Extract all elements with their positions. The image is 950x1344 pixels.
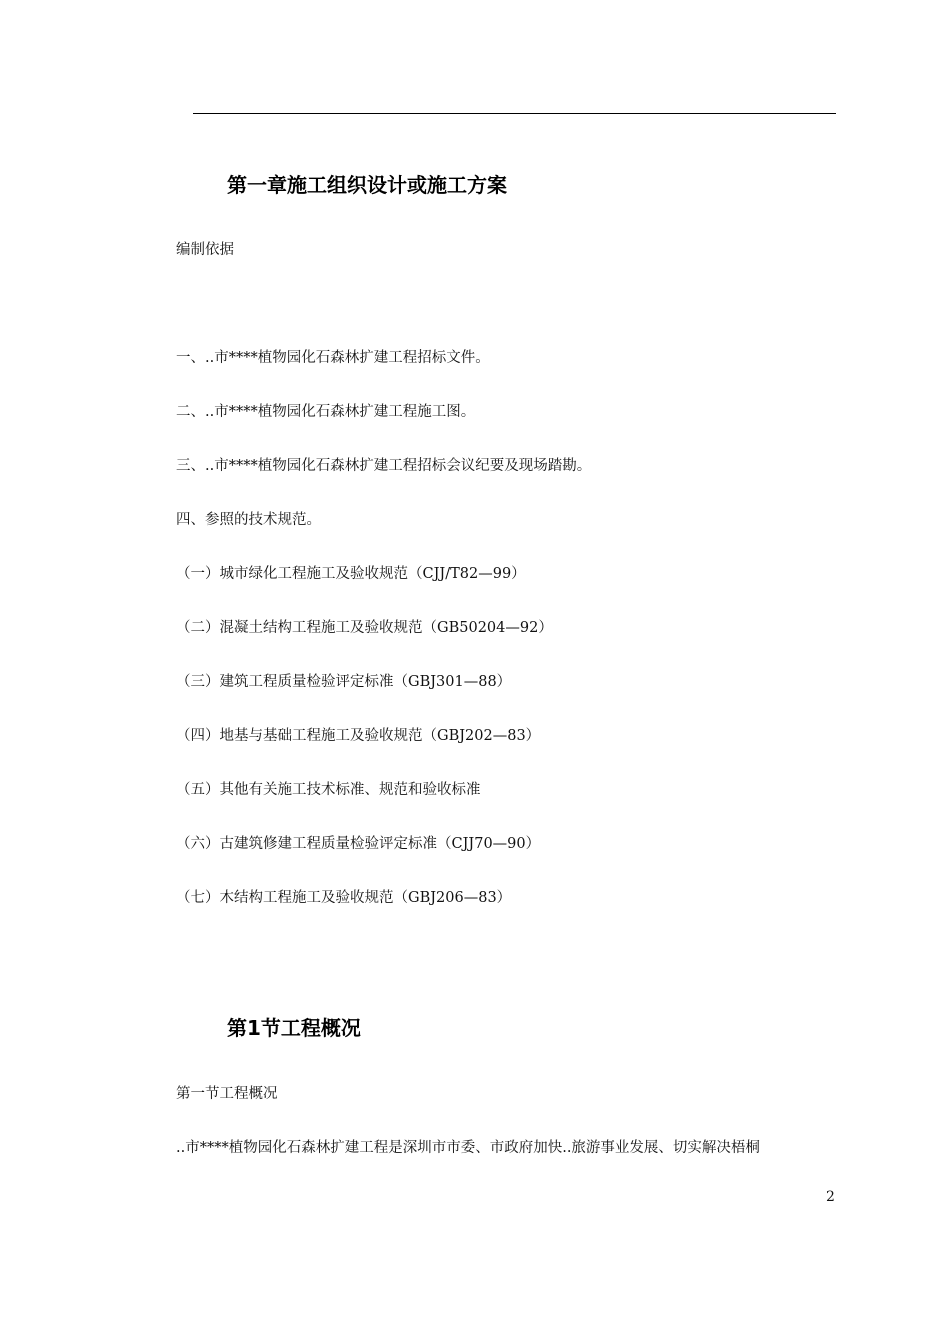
basis-item: 二、..市****植物园化石森林扩建工程施工图。 [176, 404, 476, 420]
chapter-title: 第一章施工组织设计或施工方案 [227, 173, 507, 197]
standard-item: （二）混凝土结构工程施工及验收规范（GB50204—92） [176, 620, 553, 636]
standard-item: （七）木结构工程施工及验收规范（GBJ206—83） [176, 890, 512, 906]
chapter-subtitle: 编制依据 [176, 242, 234, 258]
standard-item: （六）古建筑修建工程质量检验评定标准（CJJ70—90） [176, 836, 541, 852]
standard-item: （四）地基与基础工程施工及验收规范（GBJ202—83） [176, 728, 541, 744]
basis-item: 三、..市****植物园化石森林扩建工程招标会议纪要及现场踏勘。 [176, 458, 592, 474]
page-number: 2 [826, 1189, 835, 1205]
standard-item: （五）其他有关施工技术标准、规范和验收标准 [176, 782, 481, 798]
basis-item: 四、参照的技术规范。 [176, 512, 321, 528]
header-rule [193, 113, 836, 114]
basis-item: 一、..市****植物园化石森林扩建工程招标文件。 [176, 350, 490, 366]
section-subtitle: 第一节工程概况 [176, 1086, 278, 1102]
standard-item: （三）建筑工程质量检验评定标准（GBJ301—88） [176, 674, 512, 690]
section-title: 第1节工程概况 [227, 1016, 361, 1040]
standard-item: （一）城市绿化工程施工及验收规范（CJJ/T82—99） [176, 566, 526, 582]
body-paragraph: ..市****植物园化石森林扩建工程是深圳市市委、市政府加快..旅游事业发展、切实解决梧桐 [176, 1140, 760, 1156]
